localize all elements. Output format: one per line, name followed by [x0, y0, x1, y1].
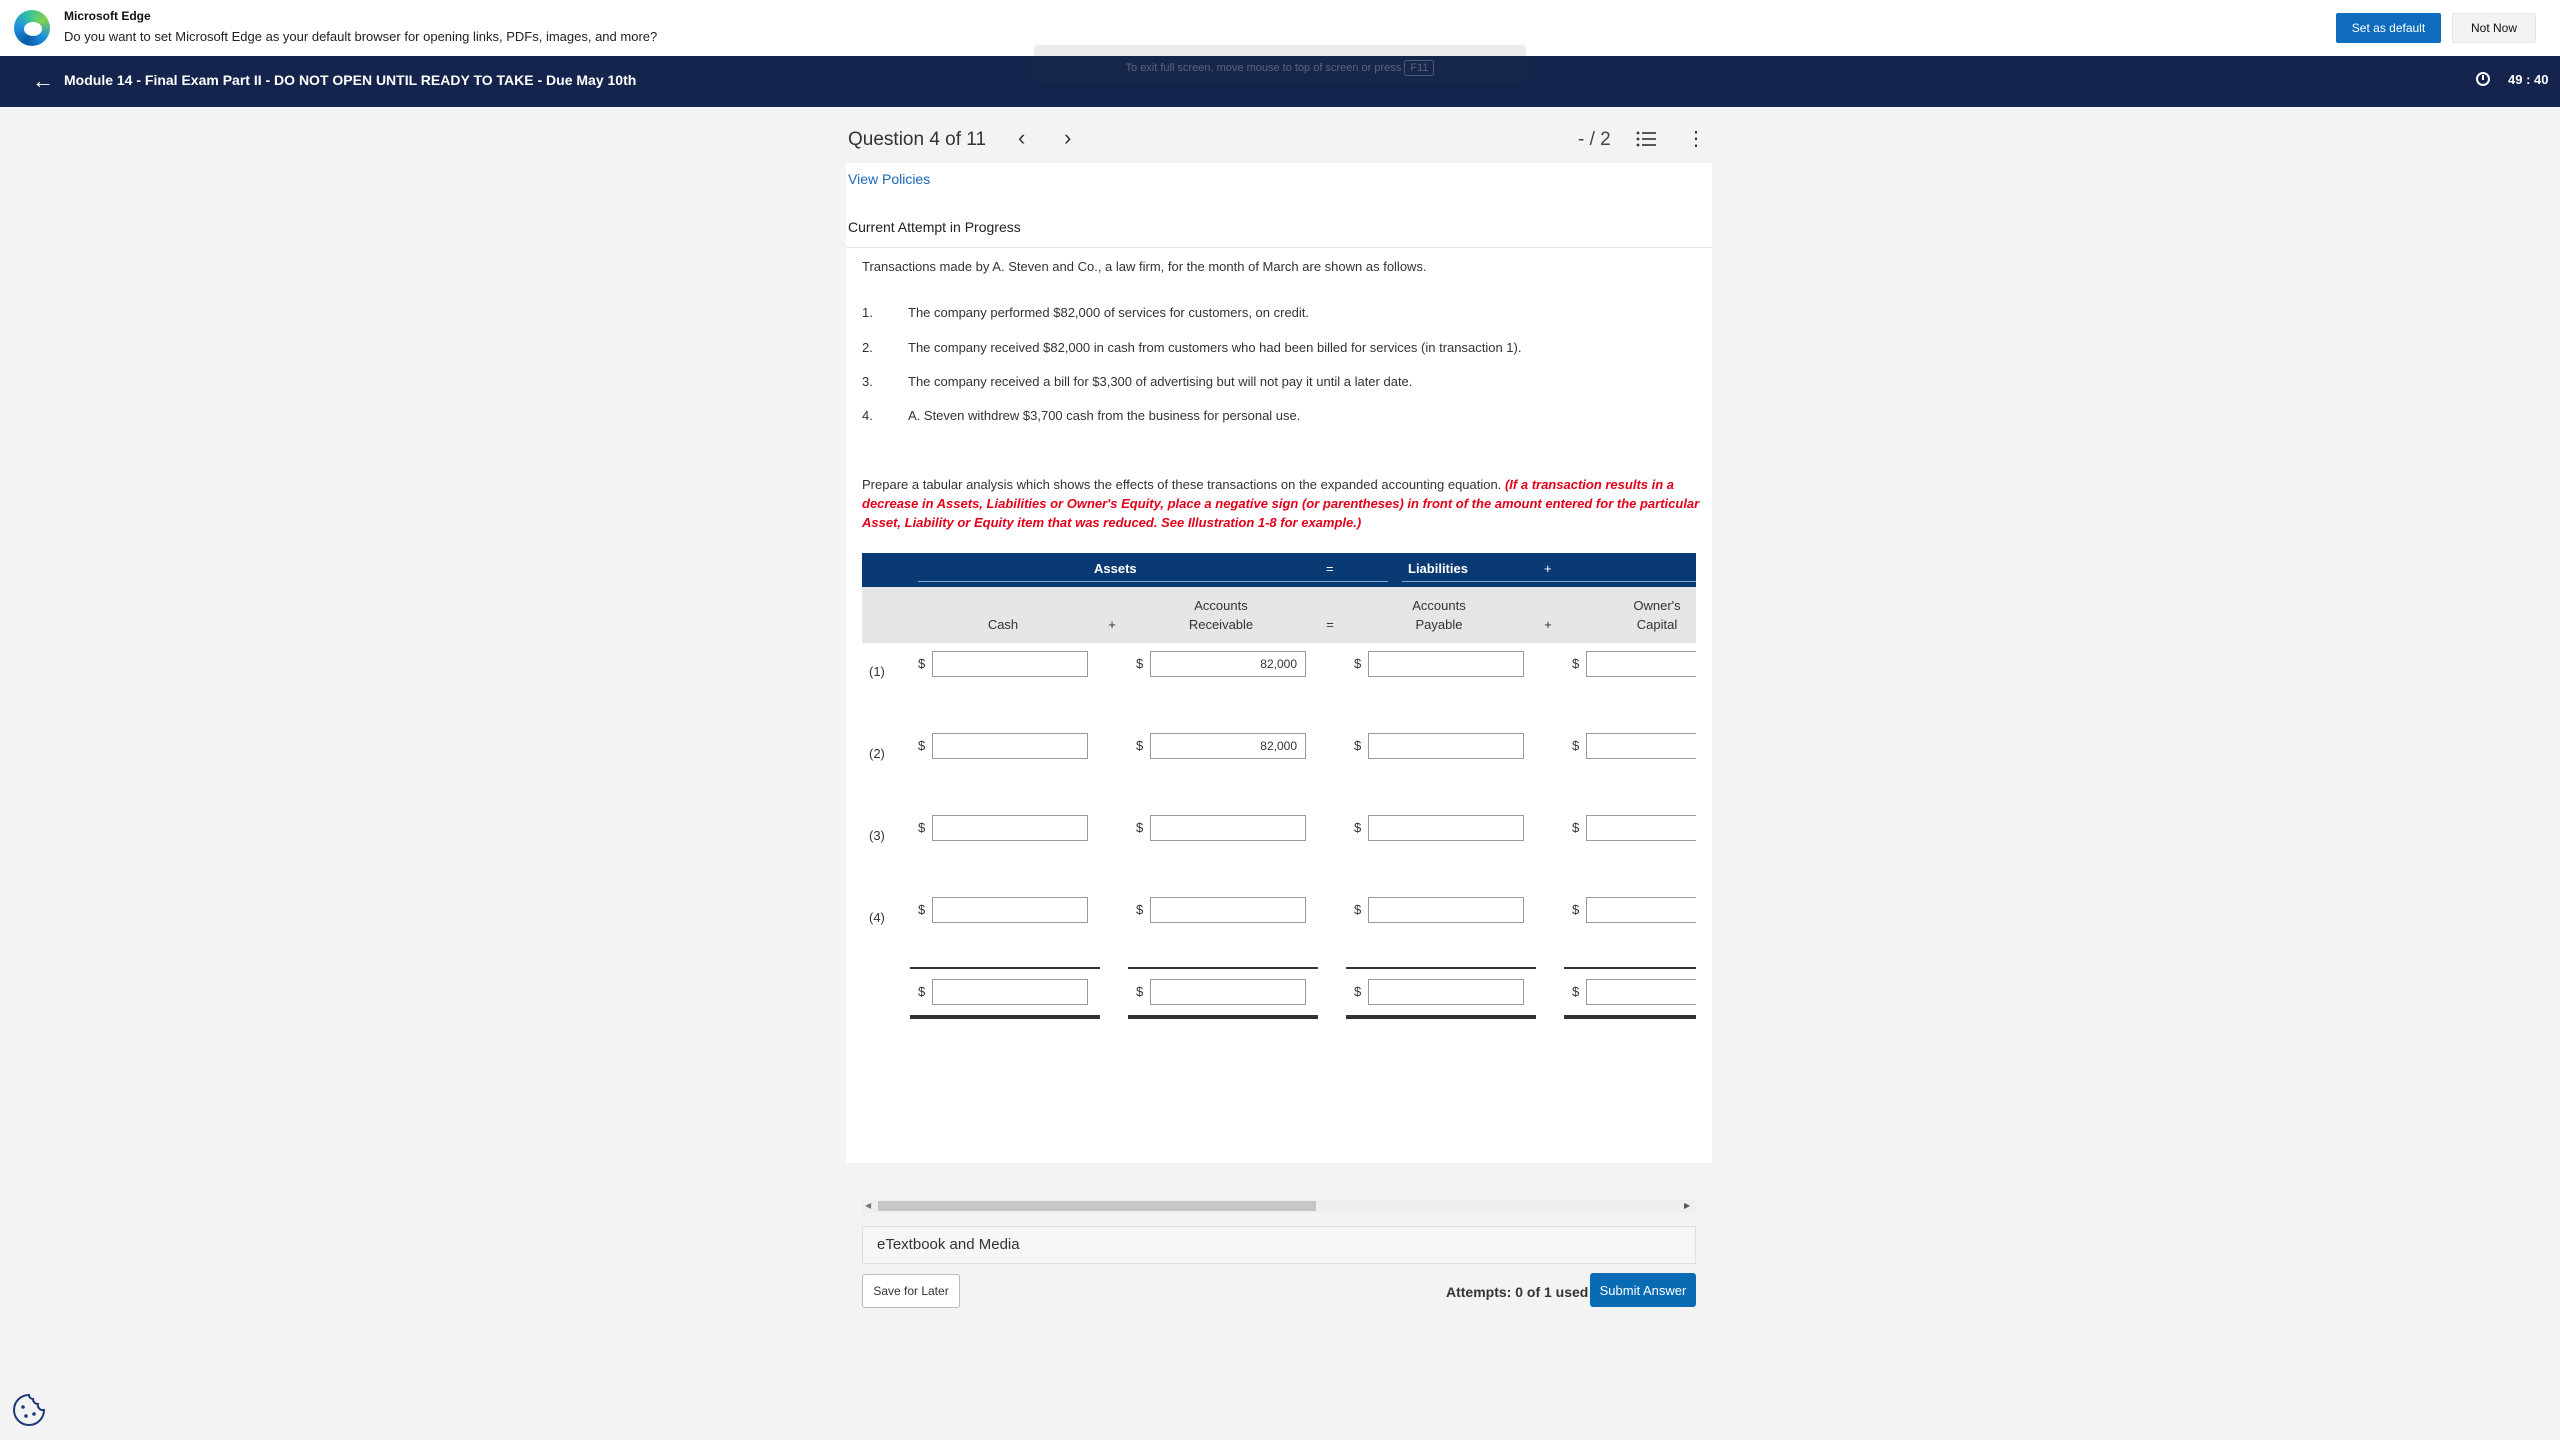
- dollar-sign: $: [1354, 738, 1362, 753]
- col-ap-line2: Payable: [1415, 617, 1463, 632]
- scroll-right-arrow-icon[interactable]: ▶: [1684, 1201, 1691, 1210]
- dollar-sign: $: [918, 738, 926, 753]
- question-card: [846, 163, 1712, 1300]
- chevron-left-icon[interactable]: ‹: [1018, 125, 1026, 150]
- accounts-receivable-total-input[interactable]: [1150, 979, 1306, 1005]
- dollar-sign: $: [918, 984, 926, 999]
- table-group-header: [862, 553, 1696, 587]
- double-rule: [1128, 1015, 1318, 1019]
- fullscreen-hint: [1034, 45, 1526, 83]
- edge-logo-icon: [14, 10, 50, 46]
- dollar-sign: $: [1572, 902, 1580, 917]
- dollar-sign: $: [918, 902, 926, 917]
- dollar-sign: $: [1572, 656, 1580, 671]
- dollar-sign: $: [1136, 820, 1144, 835]
- instructions-text: Prepare a tabular analysis which shows the effects of these transactions on the expanded accounting equation.: [862, 477, 1502, 492]
- col-equals: =: [1326, 617, 1334, 632]
- dollar-sign: $: [918, 820, 926, 835]
- total-rule: [1346, 967, 1536, 969]
- question-list-icon[interactable]: [1636, 131, 1656, 147]
- transaction-item: [862, 340, 1521, 355]
- back-arrow-icon[interactable]: ←: [32, 68, 54, 93]
- transaction-text: The company received a bill for $3,300 of advertising but will not pay it until a later date.: [908, 374, 1413, 389]
- equals-sign: =: [1326, 561, 1334, 576]
- row-label: (2): [869, 746, 885, 761]
- assignment-title: Module 14 - Final Exam Part II - DO NOT OPEN UNTIL READY TO TAKE - Due May 10th: [64, 72, 637, 88]
- col-ar-line1: Accounts: [1194, 598, 1248, 613]
- dollar-sign: $: [1354, 656, 1362, 671]
- dollar-sign: $: [918, 656, 926, 671]
- dollar-sign: $: [1136, 656, 1144, 671]
- dollar-sign: $: [1354, 902, 1362, 917]
- accounts-payable-input[interactable]: [1368, 651, 1524, 677]
- cash-input[interactable]: [932, 897, 1088, 923]
- accounts-receivable-input[interactable]: [1150, 733, 1306, 759]
- attempt-heading: Current Attempt in Progress: [848, 219, 1021, 235]
- more-options-icon[interactable]: ⋮: [1686, 128, 1706, 150]
- transaction-number: 3.: [862, 374, 873, 389]
- transaction-text: The company performed $82,000 of services for customers, on credit.: [908, 305, 1310, 320]
- owners-capital-input[interactable]: [1586, 815, 1696, 841]
- table-column-header: [862, 587, 1696, 643]
- double-rule: [1564, 1015, 1696, 1019]
- fullscreen-hint-text: To exit full screen, move mouse to top of screen or press: [1125, 62, 1402, 74]
- dollar-sign: $: [1354, 820, 1362, 835]
- accounts-receivable-input[interactable]: [1150, 815, 1306, 841]
- owners-capital-input[interactable]: [1586, 897, 1696, 923]
- transaction-number: 1.: [862, 305, 873, 320]
- col-oc-line2: Capital: [1636, 617, 1678, 632]
- cash-input[interactable]: [932, 651, 1088, 677]
- owners-capital-input[interactable]: [1586, 651, 1696, 677]
- transaction-item: [862, 374, 1412, 389]
- question-bar: [846, 117, 1712, 163]
- transaction-number: 2.: [862, 340, 873, 355]
- transaction-text: A. Steven withdrew $3,700 cash from the business for personal use.: [908, 408, 1301, 423]
- cash-input[interactable]: [932, 733, 1088, 759]
- transaction-number: 4.: [862, 408, 873, 423]
- edge-bar-message: Do you want to set Microsoft Edge as your default browser for opening links, PDFs, images, and more?: [64, 29, 658, 44]
- total-rule: [910, 967, 1100, 969]
- submit-answer-button[interactable]: Submit Answer: [1590, 1273, 1696, 1307]
- not-now-button[interactable]: Not Now: [2452, 13, 2536, 43]
- accounts-receivable-input[interactable]: [1150, 897, 1306, 923]
- table-horizontal-scrollbar[interactable]: [862, 1199, 1696, 1213]
- col-ap-line1: Accounts: [1412, 598, 1466, 613]
- question-intro: Transactions made by A. Steven and Co., a law firm, for the month of March are shown as follows.: [862, 259, 1427, 274]
- divider: [846, 247, 1712, 248]
- assets-header: Assets: [1094, 561, 1137, 576]
- scroll-left-arrow-icon[interactable]: ◀: [865, 1201, 872, 1210]
- row-label: (4): [869, 910, 885, 925]
- plus-sign: +: [1544, 561, 1552, 576]
- timer-text: 49 : 40: [2508, 72, 2549, 87]
- col-plus: +: [1108, 617, 1116, 632]
- edge-bar-title: Microsoft Edge: [64, 9, 151, 23]
- view-policies-link[interactable]: View Policies: [848, 171, 931, 187]
- set-as-default-button[interactable]: Set as default: [2336, 13, 2441, 43]
- dollar-sign: $: [1136, 984, 1144, 999]
- dollar-sign: $: [1136, 738, 1144, 753]
- dollar-sign: $: [1572, 820, 1580, 835]
- col-plus: +: [1544, 617, 1552, 632]
- double-rule: [1346, 1015, 1536, 1019]
- accounts-payable-input[interactable]: [1368, 897, 1524, 923]
- row-label: (1): [869, 664, 885, 679]
- scrollbar-thumb[interactable]: [878, 1201, 1316, 1211]
- f11-key: F11: [1404, 60, 1434, 76]
- col-oc-line1: Owner's: [1633, 598, 1681, 613]
- accounts-payable-input[interactable]: [1368, 733, 1524, 759]
- liabilities-header: Liabilities: [1408, 561, 1468, 576]
- attempts-counter: Attempts: 0 of 1 used: [1446, 1284, 1589, 1300]
- instructions-warning: (If a transaction results in a decrease in Assets, Liabilities or Owner's Equity, place a negative sign (or parentheses) in front of the amount entered for the particular Asset, Liability or Equity item that was reduced. See Illustration 1-8 for example.): [862, 477, 1700, 530]
- transaction-text: The company received $82,000 in cash from customers who had been billed for services (in transaction 1).: [908, 340, 1522, 355]
- save-for-later-button[interactable]: Save for Later: [862, 1274, 960, 1308]
- dollar-sign: $: [1572, 738, 1580, 753]
- cookie-settings-icon[interactable]: [12, 1393, 46, 1427]
- chevron-right-icon[interactable]: ›: [1064, 125, 1072, 150]
- owners-capital-total-input[interactable]: [1586, 979, 1696, 1005]
- instructions: [862, 475, 1708, 532]
- accounts-receivable-input[interactable]: [1150, 651, 1306, 677]
- question-label: Question 4 of 11: [848, 129, 987, 150]
- total-rule: [1128, 967, 1318, 969]
- dollar-sign: $: [1572, 984, 1580, 999]
- cash-input[interactable]: [932, 815, 1088, 841]
- etextbook-and-media[interactable]: eTextbook and Media: [862, 1226, 1696, 1264]
- transaction-item: [862, 305, 1309, 320]
- dollar-sign: $: [1136, 902, 1144, 917]
- question-score: - / 2: [1578, 129, 1611, 150]
- accounts-payable-total-input[interactable]: [1368, 979, 1524, 1005]
- owners-capital-input[interactable]: [1586, 733, 1696, 759]
- dollar-sign: $: [1354, 984, 1362, 999]
- accounting-table: [862, 553, 1696, 1053]
- row-label: (3): [869, 828, 885, 843]
- cash-total-input[interactable]: [932, 979, 1088, 1005]
- timer-icon: [2476, 72, 2490, 86]
- total-rule: [1564, 967, 1696, 969]
- double-rule: [910, 1015, 1100, 1019]
- col-ar-line2: Receivable: [1188, 617, 1254, 632]
- col-cash: Cash: [987, 617, 1019, 632]
- accounts-payable-input[interactable]: [1368, 815, 1524, 841]
- transaction-item: [862, 408, 1300, 423]
